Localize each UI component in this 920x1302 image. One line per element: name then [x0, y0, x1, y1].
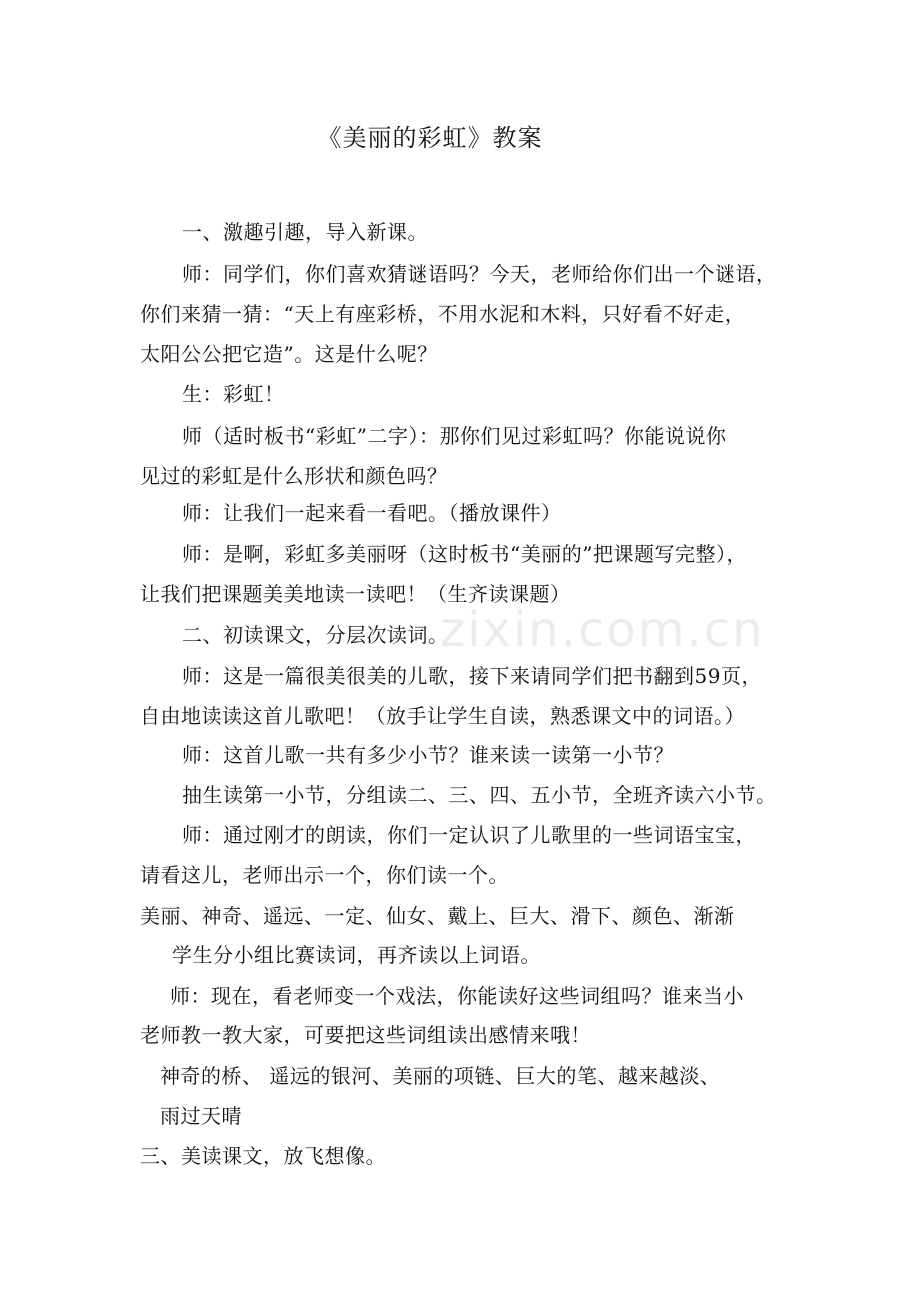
paragraph-line: 自由地读读这首儿歌吧！（放手让学生自读，熟悉课文中的词语。）	[140, 704, 745, 728]
watermark: zixin.com.cn	[440, 602, 765, 658]
paragraph-line: 你们来猜一猜：“天上有座彩桥，不用水泥和木料，只好看不好走，	[140, 302, 746, 326]
paragraph-line: 师：这首儿歌一共有多少小节？谁来读一读第一小节？	[182, 743, 674, 767]
paragraph-line: 让我们把课题美美地读一读吧！（生齐读课题）	[140, 582, 571, 606]
paragraph-line: 学生分小组比赛读词，再齐读以上词语。	[172, 943, 541, 967]
paragraph-line: 师：是啊，彩虹多美丽呀（这时板书“美丽的”把课题写完整），	[182, 542, 747, 566]
paragraph-line: 抽生读第一小节，分组读二、三、四、五小节，全班齐读六小节。	[182, 783, 777, 807]
section-heading: 一、激趣引趣，导入新课。	[182, 220, 428, 244]
paragraph-line: 生：彩虹！	[182, 382, 285, 406]
phrase-list: 雨过天晴	[160, 1104, 242, 1128]
paragraph-line: 请看这儿，老师出示一个，你们读一个。	[140, 863, 509, 887]
vocabulary-list: 美丽、神奇、遥远、一定、仙女、戴上、巨大、滑下、颜色、渐渐	[140, 904, 735, 928]
paragraph-line: 师（适时板书“彩虹”二字）：那你们见过彩虹吗？你能说说你	[182, 424, 727, 448]
paragraph-line: 老师教一教大家，可要把这些词组读出感情来哦！	[140, 1023, 591, 1047]
paragraph-line: 师：同学们，你们喜欢猜谜语吗？今天，老师给你们出一个谜语，	[182, 262, 777, 286]
paragraph-line: 太阳公公把它造”。这是什么呢？	[140, 342, 438, 366]
paragraph-line: 师：现在，看老师变一个戏法，你能读好这些词组吗？谁来当小	[170, 984, 744, 1008]
phrase-list: 神奇的桥、 遥远的银河、美丽的项链、巨大的笔、越来越淡、	[160, 1064, 721, 1088]
paragraph-line: 见过的彩虹是什么形状和颜色吗？	[140, 464, 448, 488]
paragraph-line: 师：让我们一起来看一看吧。（播放课件）	[182, 501, 562, 525]
section-heading: 二、初读课文，分层次读词。	[182, 623, 449, 647]
paragraph-line: 师：这是一篇很美很美的儿歌，接下来请同学们把书翻到59页，	[182, 664, 762, 688]
section-heading: 三、美读课文，放飞想像。	[140, 1144, 386, 1168]
document-title: 《美丽的彩虹》教案	[317, 124, 543, 152]
paragraph-line: 师：通过刚才的朗读，你们一定认识了儿歌里的一些词语宝宝，	[182, 823, 756, 847]
